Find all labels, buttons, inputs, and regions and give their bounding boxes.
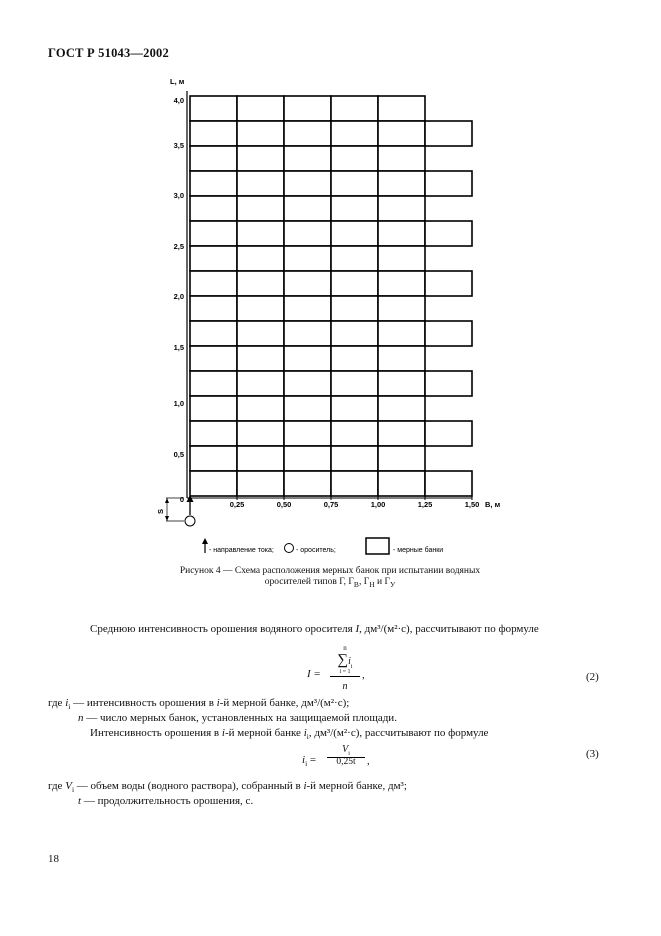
x-axis-label: B, м xyxy=(485,500,501,509)
measuring-bank xyxy=(284,296,331,321)
legend-sprinkler-icon xyxy=(285,544,294,553)
y-tick-label: 4,0 xyxy=(173,96,184,105)
sprinkler-icon xyxy=(185,516,195,526)
measuring-bank xyxy=(190,396,237,421)
measuring-bank xyxy=(331,346,378,371)
numerator xyxy=(327,745,365,757)
measuring-bank xyxy=(190,421,237,446)
measuring-bank xyxy=(425,271,472,296)
x-tick-label: 1,25 xyxy=(417,500,433,509)
measuring-bank xyxy=(237,271,284,296)
x-tick-label: 0,75 xyxy=(323,500,339,509)
fraction-bar xyxy=(330,676,360,677)
measuring-bank xyxy=(378,421,425,446)
legend-flow-text: - направление тока; xyxy=(209,547,274,554)
text: — продолжительность орошения, с. xyxy=(81,795,254,807)
measuring-bank xyxy=(237,96,284,121)
text: = xyxy=(307,754,317,766)
text: — интенсивность орошения в xyxy=(70,697,217,709)
y-tick-label: 2,0 xyxy=(173,292,184,301)
y-tick-label: 2,5 xyxy=(173,242,184,251)
measuring-bank xyxy=(284,471,331,496)
caption-line-2 xyxy=(120,577,540,590)
sub: i xyxy=(306,732,309,742)
measuring-bank xyxy=(425,171,472,196)
var: V xyxy=(342,744,349,755)
text: Среднюю интенсивность орошения водяного оросителя xyxy=(90,623,356,635)
legend-sprinkler-text: - ороситель; xyxy=(296,547,336,554)
caption-line-1: Рисунок 4 — Схема расположения мерных банок при испытании водяных xyxy=(179,566,481,576)
measuring-bank xyxy=(331,371,378,396)
document-header: ГОСТ Р 51043—2002 xyxy=(48,46,169,60)
text: где xyxy=(48,780,66,792)
text: , дм³/(м²·с), рассчитывают по формуле xyxy=(359,623,539,635)
measuring-bank xyxy=(331,121,378,146)
measuring-bank xyxy=(425,471,472,496)
text: — объем воды (водного раствора), собранный в xyxy=(74,780,304,792)
formula-3-tail: , xyxy=(367,755,370,767)
text: где xyxy=(48,697,66,709)
measuring-bank xyxy=(284,271,331,296)
text: Интенсивность орошения в xyxy=(90,727,222,739)
measuring-bank xyxy=(190,121,237,146)
measuring-bank xyxy=(425,321,472,346)
measuring-bank xyxy=(378,221,425,246)
formula-3-lhs xyxy=(302,754,316,768)
measuring-bank xyxy=(378,446,425,471)
legend-bank-text: - мерные банки xyxy=(393,547,444,554)
text: -й мерной банке xyxy=(224,727,304,739)
measuring-bank xyxy=(331,396,378,421)
where-t xyxy=(78,795,253,807)
measuring-bank xyxy=(284,346,331,371)
measuring-bank xyxy=(284,221,331,246)
measuring-bank xyxy=(331,471,378,496)
measuring-bank xyxy=(237,471,284,496)
sub: i xyxy=(348,751,350,757)
measuring-bank xyxy=(237,196,284,221)
equation-number-2: (2) xyxy=(586,671,599,683)
legend xyxy=(202,538,443,554)
measuring-bank xyxy=(190,246,237,271)
var: i xyxy=(216,697,220,709)
measuring-bank xyxy=(378,271,425,296)
measuring-bank xyxy=(237,421,284,446)
measuring-bank xyxy=(284,96,331,121)
measuring-bank xyxy=(237,221,284,246)
measuring-bank xyxy=(331,446,378,471)
measuring-bank xyxy=(190,146,237,171)
paragraph-avg-intensity xyxy=(90,623,539,635)
measuring-bank xyxy=(378,321,425,346)
sum-term-sub: i xyxy=(350,664,353,671)
y-tick-label: 1,5 xyxy=(173,343,184,352)
sub: i xyxy=(68,702,71,712)
var: I xyxy=(355,623,360,635)
measuring-bank xyxy=(331,221,378,246)
formula-2-tail: , xyxy=(362,669,365,681)
measuring-bank xyxy=(190,446,237,471)
measuring-bank xyxy=(331,421,378,446)
measuring-bank xyxy=(190,296,237,321)
measuring-bank xyxy=(378,246,425,271)
measuring-bank xyxy=(284,121,331,146)
measuring-bank xyxy=(331,296,378,321)
measuring-bank xyxy=(425,121,472,146)
measuring-bank xyxy=(331,146,378,171)
measuring-bank xyxy=(331,321,378,346)
where-intensity xyxy=(48,697,349,711)
legend-flow-arrow-icon xyxy=(202,538,208,553)
caption-sub: В xyxy=(353,579,359,589)
measuring-bank xyxy=(190,196,237,221)
equation-number-3: (3) xyxy=(586,748,599,760)
measuring-bank xyxy=(237,246,284,271)
measuring-bank xyxy=(378,371,425,396)
measuring-bank xyxy=(190,96,237,121)
measuring-bank xyxy=(284,321,331,346)
measuring-bank xyxy=(237,146,284,171)
measuring-bank xyxy=(237,171,284,196)
formula-2-lhs xyxy=(307,668,321,680)
var: i xyxy=(221,727,225,739)
measuring-bank xyxy=(237,346,284,371)
measuring-bank xyxy=(237,396,284,421)
y-axis-label: L, м xyxy=(170,77,185,86)
measuring-bank xyxy=(378,346,425,371)
measuring-bank xyxy=(190,171,237,196)
measuring-bank xyxy=(237,121,284,146)
y-tick-label: 3,0 xyxy=(173,191,184,200)
formula-3-fraction xyxy=(327,745,365,768)
sum-lower-limit: i = 1 xyxy=(339,669,351,676)
measuring-bank xyxy=(284,421,331,446)
caption-sub: Н xyxy=(369,579,375,589)
measuring-bank xyxy=(284,146,331,171)
measuring-bank xyxy=(378,171,425,196)
x-tick-label: 0,25 xyxy=(229,500,245,509)
paragraph-bank-intensity xyxy=(90,727,488,741)
var: i xyxy=(65,697,69,709)
measuring-bank xyxy=(190,346,237,371)
text: -й мерной банке, дм³; xyxy=(306,780,407,792)
caption-text: , Г xyxy=(358,577,370,587)
x-tick-label: 1,00 xyxy=(370,500,386,509)
measuring-bank xyxy=(284,396,331,421)
var: i xyxy=(303,780,307,792)
y-tick-label: 3,5 xyxy=(173,141,184,150)
denominator: 0,25t xyxy=(336,757,356,768)
measuring-bank xyxy=(378,196,425,221)
where-volume xyxy=(48,780,407,794)
sub: i xyxy=(71,785,75,795)
measuring-bank xyxy=(378,471,425,496)
var: I = xyxy=(307,668,321,680)
y-axis-ticks xyxy=(174,96,184,504)
measuring-bank xyxy=(237,321,284,346)
s-label: S xyxy=(156,508,165,514)
measuring-bank xyxy=(190,221,237,246)
y-tick-label: 0,5 xyxy=(173,450,184,459)
measuring-bank xyxy=(284,196,331,221)
measuring-bank xyxy=(190,371,237,396)
measuring-bank xyxy=(331,96,378,121)
measuring-bank xyxy=(190,321,237,346)
figure-caption xyxy=(120,566,540,590)
sub: i xyxy=(305,759,308,769)
text: — число мерных банок, установленных на защищаемой площади. xyxy=(83,712,397,724)
measuring-bank xyxy=(331,196,378,221)
x-tick-label: 0,50 xyxy=(276,500,292,509)
where-n xyxy=(78,712,397,724)
measuring-bank xyxy=(378,96,425,121)
page-number: 18 xyxy=(48,853,59,865)
text: -й мерной банке, дм³/(м²·с); xyxy=(219,697,350,709)
caption-text: и Г xyxy=(374,577,390,587)
measuring-bank xyxy=(378,146,425,171)
measuring-bank xyxy=(284,446,331,471)
measuring-bank xyxy=(331,246,378,271)
measuring-bank xyxy=(331,271,378,296)
measuring-bank xyxy=(237,446,284,471)
measuring-bank xyxy=(331,171,378,196)
measuring-bank xyxy=(378,396,425,421)
measuring-bank xyxy=(425,421,472,446)
var: V xyxy=(65,780,72,792)
y-tick-label: 1,0 xyxy=(173,399,184,408)
sum-term: i xyxy=(348,656,351,667)
sum-upper-limit: n xyxy=(343,644,347,652)
var: i xyxy=(302,754,306,766)
var: t xyxy=(78,795,82,807)
var: n xyxy=(78,712,84,724)
measuring-bank xyxy=(378,121,425,146)
text: , дм³/(м²·с), рассчитывают по формуле xyxy=(308,727,489,739)
measuring-bank xyxy=(425,221,472,246)
x-tick-label: 1,50 xyxy=(464,500,480,509)
measuring-bank xyxy=(378,296,425,321)
measuring-bank xyxy=(237,296,284,321)
measuring-bank xyxy=(284,171,331,196)
measuring-bank xyxy=(284,246,331,271)
formula-2-fraction xyxy=(330,645,360,693)
measuring-bank xyxy=(425,371,472,396)
denominator: n xyxy=(342,681,348,693)
measuring-bank xyxy=(190,271,237,296)
measuring-bank xyxy=(190,471,237,496)
legend-bank-icon xyxy=(366,538,389,554)
sum-symbol: ∑ xyxy=(337,652,349,668)
caption-sub: У xyxy=(389,579,396,589)
y-tick-label: 0 xyxy=(179,495,184,504)
measuring-banks-grid xyxy=(190,96,472,496)
caption-text: оросителей типов Г, Г xyxy=(264,577,354,587)
var: i xyxy=(303,727,307,739)
measuring-bank xyxy=(284,371,331,396)
measuring-bank xyxy=(237,371,284,396)
